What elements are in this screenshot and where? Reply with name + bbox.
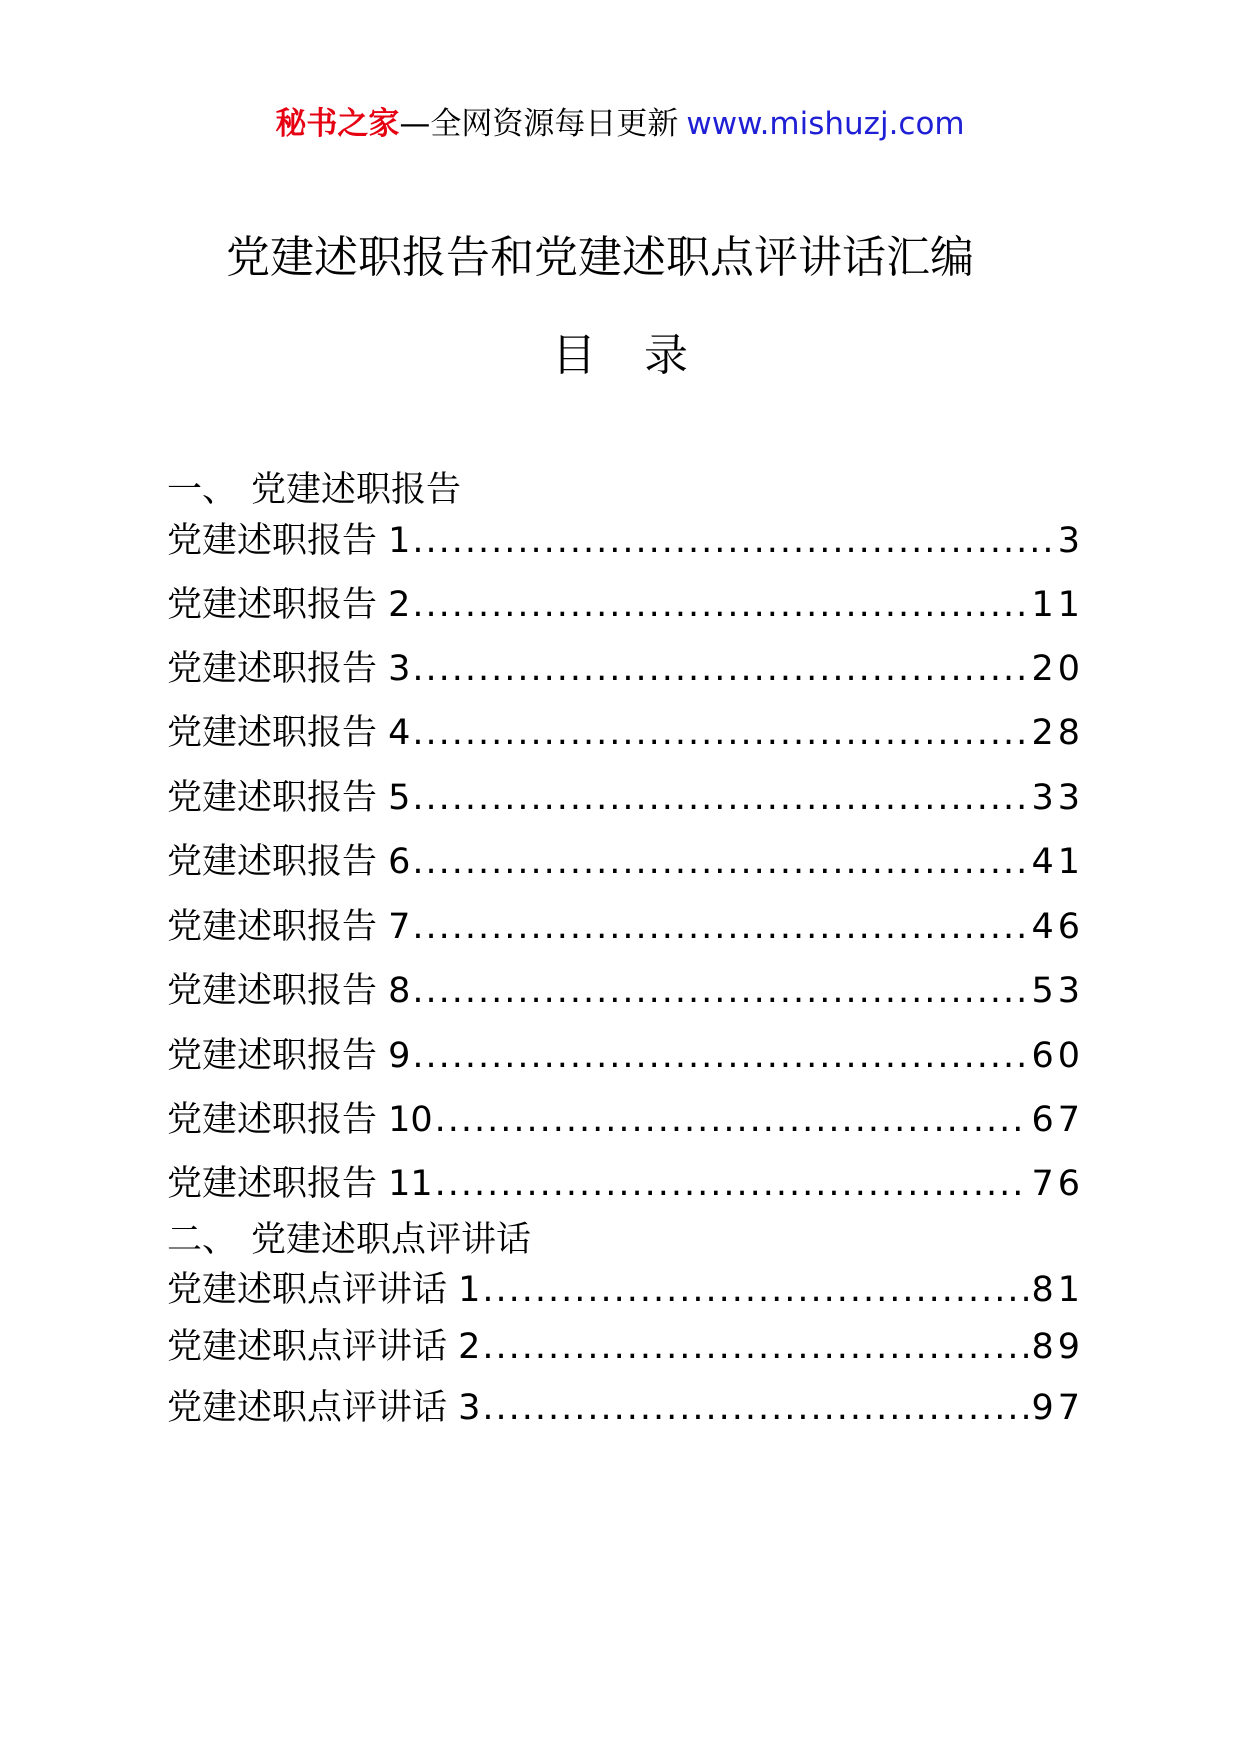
dot-leader bbox=[412, 644, 1029, 694]
toc-entry[interactable] bbox=[167, 1159, 1084, 1209]
toc-entry-page: 20 bbox=[1031, 649, 1084, 689]
header-slogan: —全网资源每日更新 bbox=[399, 106, 679, 142]
toc-entry-label: 党建述职报告 1 bbox=[167, 521, 411, 561]
dot-leader bbox=[435, 1095, 1030, 1145]
dot-leader bbox=[412, 773, 1029, 823]
toc-entry[interactable] bbox=[167, 644, 1084, 694]
toc-entry-label: 党建述职点评讲话 3 bbox=[167, 1388, 481, 1428]
toc-entry-label: 党建述职报告 8 bbox=[167, 971, 411, 1011]
section-number: 一、 bbox=[167, 470, 238, 510]
toc-entry-label: 党建述职报告 10 bbox=[167, 1100, 433, 1140]
dot-leader bbox=[482, 1322, 1029, 1372]
section-heading-2 bbox=[167, 1218, 531, 1262]
site-header bbox=[0, 104, 1240, 144]
toc-entry-page: 53 bbox=[1031, 971, 1084, 1011]
toc-entry[interactable] bbox=[167, 1322, 1084, 1372]
toc-entry-label: 党建述职报告 4 bbox=[167, 713, 411, 753]
dot-leader bbox=[482, 1383, 1029, 1433]
toc-entry-label: 党建述职报告 3 bbox=[167, 649, 411, 689]
dot-leader bbox=[435, 1159, 1030, 1209]
toc-entry-page: 46 bbox=[1031, 907, 1084, 947]
toc-entry-label: 党建述职报告 2 bbox=[167, 585, 411, 625]
toc-entry[interactable] bbox=[167, 708, 1084, 758]
brand-name: 秘书之家 bbox=[275, 106, 400, 142]
section-heading-1 bbox=[167, 468, 461, 512]
toc-entry[interactable] bbox=[167, 1031, 1084, 1081]
section-title: 党建述职点评讲话 bbox=[251, 1220, 532, 1260]
toc-entry-label: 党建述职点评讲话 1 bbox=[167, 1270, 481, 1310]
toc-entry[interactable] bbox=[167, 902, 1084, 952]
toc-entry-page: 81 bbox=[1031, 1270, 1084, 1310]
toc-entry[interactable] bbox=[167, 966, 1084, 1016]
toc-entry[interactable] bbox=[167, 516, 1084, 566]
section-title: 党建述职报告 bbox=[251, 470, 462, 510]
toc-entry[interactable] bbox=[167, 837, 1084, 887]
section-number: 二、 bbox=[167, 1220, 238, 1260]
toc-entry-label: 党建述职报告 9 bbox=[167, 1036, 411, 1076]
toc-entry-label: 党建述职报告 7 bbox=[167, 907, 411, 947]
toc-entry-page: 28 bbox=[1031, 713, 1084, 753]
dot-leader bbox=[412, 837, 1029, 887]
toc-entry-label: 党建述职报告 5 bbox=[167, 778, 411, 818]
dot-leader bbox=[412, 1031, 1029, 1081]
toc-heading: 目录 bbox=[552, 330, 736, 381]
toc-entry-page: 11 bbox=[1031, 585, 1084, 625]
toc-entry-label: 党建述职报告 6 bbox=[167, 842, 411, 882]
dot-leader bbox=[482, 1265, 1029, 1315]
dot-leader bbox=[412, 708, 1029, 758]
dot-leader bbox=[412, 516, 1055, 566]
toc-entry-page: 76 bbox=[1031, 1164, 1084, 1204]
toc-entry-label: 党建述职报告 11 bbox=[167, 1164, 433, 1204]
document-title: 党建述职报告和党建述职点评讲话汇编 bbox=[226, 232, 974, 283]
toc-entry[interactable] bbox=[167, 580, 1084, 630]
toc-entry-label: 党建述职点评讲话 2 bbox=[167, 1327, 481, 1367]
toc-entry-page: 3 bbox=[1057, 521, 1084, 561]
toc-entry-page: 41 bbox=[1031, 842, 1084, 882]
toc-entry[interactable] bbox=[167, 1265, 1084, 1315]
toc-entry-page: 33 bbox=[1031, 778, 1084, 818]
toc-entry-page: 97 bbox=[1031, 1388, 1084, 1428]
site-url-link[interactable]: www.mishuzj.com bbox=[686, 106, 965, 142]
toc-entry[interactable] bbox=[167, 1383, 1084, 1433]
dot-leader bbox=[412, 966, 1029, 1016]
toc-entry-page: 67 bbox=[1031, 1100, 1084, 1140]
toc-entry[interactable] bbox=[167, 1095, 1084, 1145]
toc-entry-page: 60 bbox=[1031, 1036, 1084, 1076]
toc-entry[interactable] bbox=[167, 773, 1084, 823]
toc-entry-page: 89 bbox=[1031, 1327, 1084, 1367]
dot-leader bbox=[412, 580, 1029, 630]
dot-leader bbox=[412, 902, 1029, 952]
